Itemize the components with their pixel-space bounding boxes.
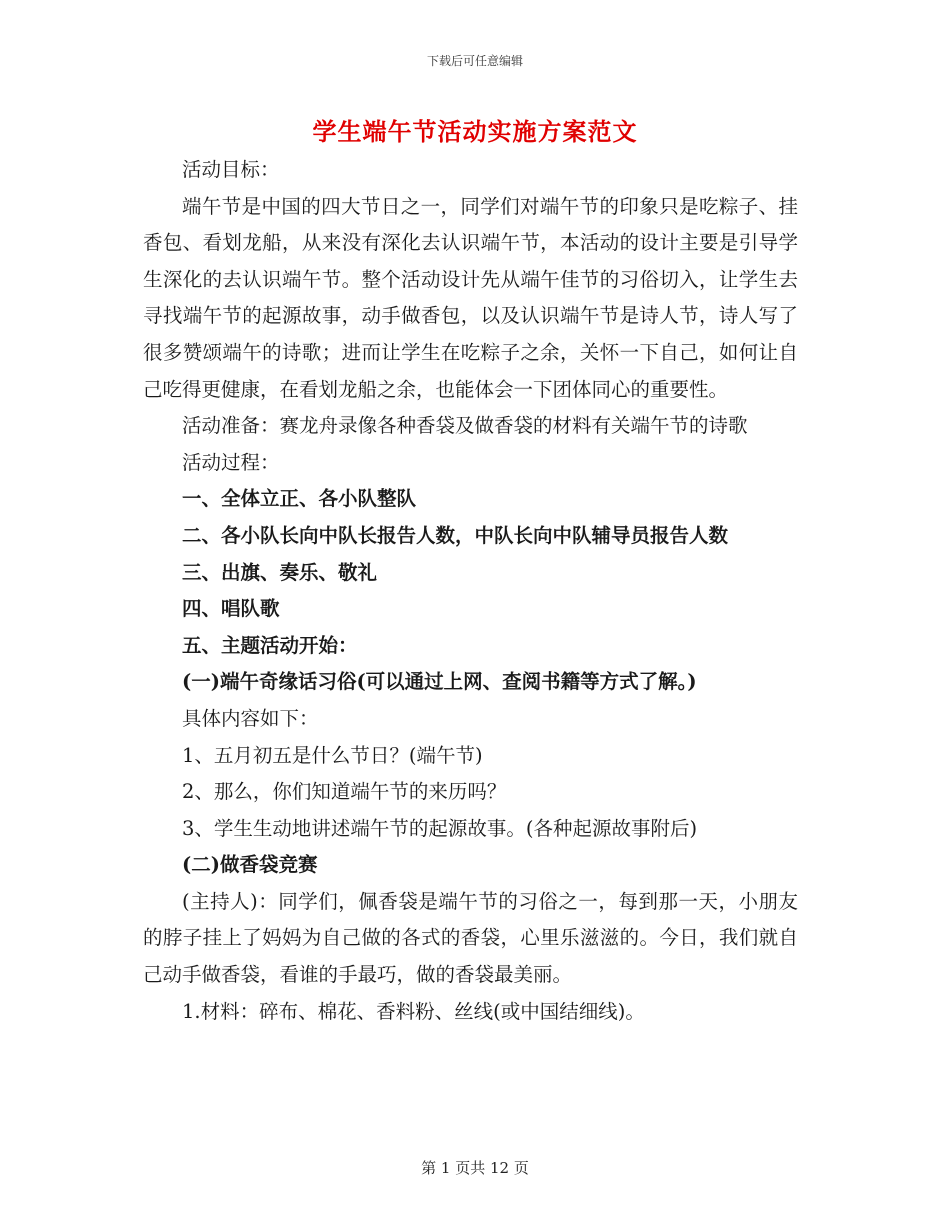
paragraph-activity-goal: 端午节是中国的四大节日之一，同学们对端午节的印象只是吃粽子、挂香包、看划龙船，从来没有深化去认识端午节，本活动的设计主要是引导学生深化的去认识端午节。整个活动设计先从端午佳节的习俗切入，让学生去寻找端午节的起源故事，动手做香包，以及认识端午节是诗人节，诗人写了很多赞颂端午的诗歌；进而让学生在吃粽子之余，关怀一下自己，如何让自己吃得更健康，在看划龙船之余，也能体会一下团体同心的重要性。	[143, 194, 798, 401]
paragraph-activity-goal-label: 活动目标：	[182, 158, 280, 181]
step-heading-5: 五、主题活动开始：	[182, 633, 358, 657]
sub-heading-2: (二)做香袋竞赛	[182, 853, 318, 877]
list-item-3: 3、学生生动地讲述端午节的起源故事。(各种起源故事附后)	[182, 816, 698, 840]
document-title: 学生端午节活动实施方案范文	[312, 117, 638, 146]
paragraph-details-intro: 具体内容如下：	[182, 706, 319, 730]
paragraph-activity-process-label: 活动过程：	[182, 450, 280, 474]
list-item-1: 1、五月初五是什么节日？(端午节)	[182, 743, 483, 767]
paragraph-materials: 1.材料：碎布、棉花、香料粉、丝线(或中国结细线)。	[182, 999, 645, 1023]
list-item-2: 2、那么，你们知道端午节的来历吗？	[182, 780, 507, 804]
step-heading-3: 三、出旗、奏乐、敬礼	[182, 560, 378, 584]
step-heading-4: 四、唱队歌	[182, 597, 280, 621]
paragraph-host-speech: (主持人)：同学们，佩香袋是端午节的习俗之一，每到那一天，小朋友的脖子挂上了妈妈为自己做的各式的香袋，心里乐滋滋的。今日，我们就自己动手做香袋，看谁的手最巧，做的香袋最美丽。	[143, 889, 798, 987]
page-footer: 第 1 页共 12 页	[421, 1159, 529, 1177]
document-body	[143, 152, 798, 1030]
step-heading-2: 二、各小队长向中队长报告人数，中队长向中队辅导员报告人数	[182, 523, 729, 547]
sub-heading-1: (一)端午奇缘话习俗(可以通过上网、查阅书籍等方式了解。)	[182, 670, 697, 694]
step-heading-1: 一、全体立正、各小队整队	[182, 487, 417, 511]
paragraph-activity-preparation: 活动准备：赛龙舟录像各种香袋及做香袋的材料有关端午节的诗歌	[182, 414, 748, 438]
page-header: 下载后可任意编辑	[426, 54, 523, 68]
